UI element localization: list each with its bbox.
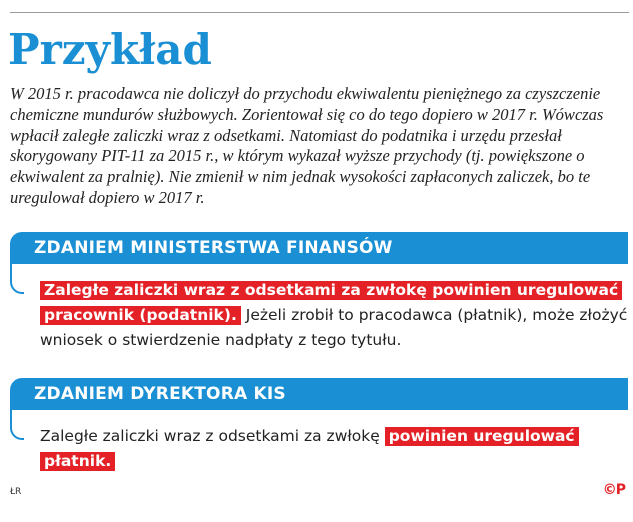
section-header-ministry-label: ZDANIEM MINISTERSTWA FINANSÓW bbox=[34, 238, 393, 258]
section-kis-body bbox=[40, 424, 628, 474]
section-header-kis-label: ZDANIEM DYREKTORA KIS bbox=[34, 384, 286, 404]
section-ministry-body bbox=[40, 278, 628, 353]
section-ministry-text: Jeżeli zrobił to pracodawca (płatnik), może złożyć wniosek o stwierdzenie nadpłaty z tego tytułu. bbox=[40, 306, 628, 349]
section-header-kis bbox=[10, 378, 628, 410]
section-kis-text: Zaległe zaliczki wraz z odsetkami za zwłokę bbox=[40, 427, 385, 445]
section-corner-kis bbox=[10, 410, 24, 440]
section-corner-ministry bbox=[10, 264, 24, 294]
section-kis-highlight: powinien uregulować płatnik. bbox=[40, 427, 579, 471]
top-divider bbox=[10, 12, 629, 13]
page-title: Przykład bbox=[8, 25, 212, 74]
intro-paragraph: W 2015 r. pracodawca nie doliczył do przychodu ekwiwalentu pieniężnego za czyszczenie chemiczne mundurów służbowych. Zorientował się co do tego dopiero w 2017 r. Wówczas wpłacił zaległe zaliczki wraz z odsetkami. Natomiast do podatnika i urzędu przesłał skorygowany PIT-11 za 2015 r., w którym wykazał wyższe przychody (tj. powiększone o ekwiwalent za pralnię). Nie zmienił w nim jednak wysokości zapłaconych zaliczek, bo te uregulował dopiero w 2017 r. bbox=[10, 84, 604, 207]
publisher-logo-icon: ©P bbox=[602, 482, 625, 498]
section-ministry-highlight: Zaległe zaliczki wraz z odsetkami za zwłokę powinien uregulować pracownik (podatnik). bbox=[40, 281, 622, 325]
author-credit: ŁR bbox=[10, 487, 22, 497]
section-header-ministry bbox=[10, 232, 628, 264]
